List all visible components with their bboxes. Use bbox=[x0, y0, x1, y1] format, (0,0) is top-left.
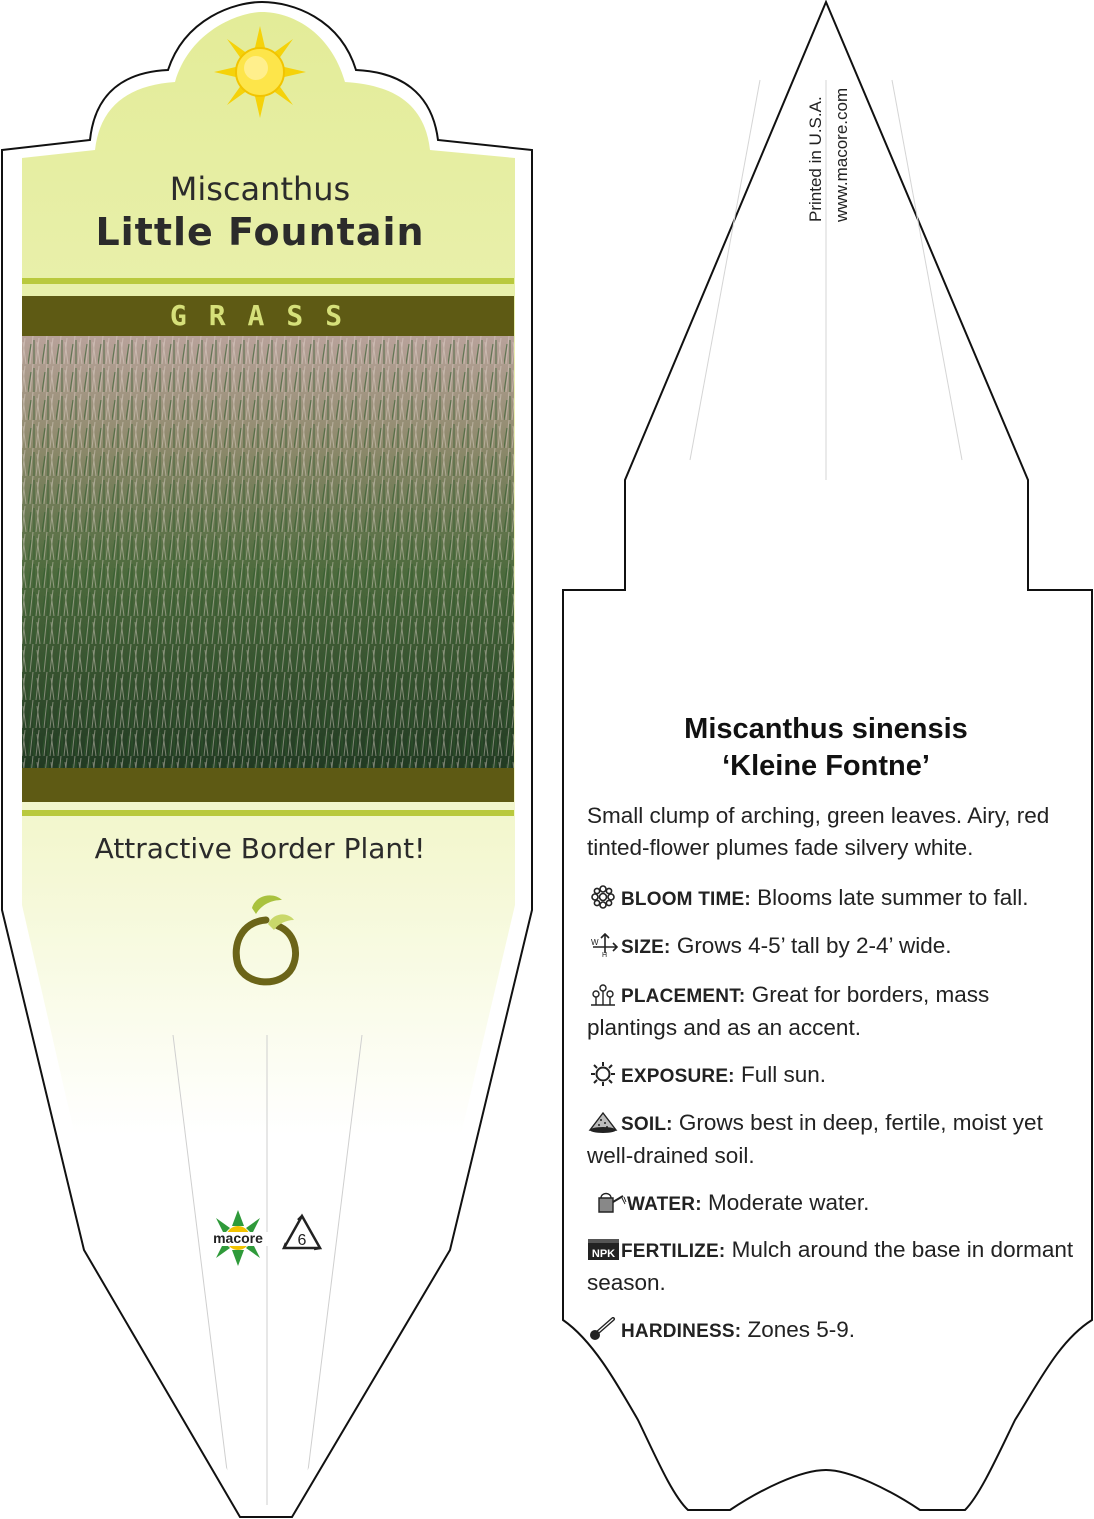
attr-text: Grows best in deep, fertile, moist yet well-drained soil. bbox=[587, 1110, 1043, 1168]
attr-label: EXPOSURE: bbox=[621, 1066, 735, 1087]
attr-text: Grows 4-5’ tall by 2-4’ wide. bbox=[670, 933, 952, 958]
brand-logo-text: macore bbox=[213, 1230, 263, 1246]
attr-fertilize bbox=[587, 1234, 1077, 1298]
plant-description: Small clump of arching, green leaves. Airy, red tinted-flower plumes fade silvery white. bbox=[587, 803, 1050, 860]
exposure-sun-icon bbox=[587, 1062, 621, 1086]
attr-water bbox=[593, 1187, 1083, 1220]
accent-line-top bbox=[22, 278, 514, 284]
attr-label: BLOOM TIME: bbox=[621, 889, 751, 910]
flower-icon bbox=[587, 885, 621, 909]
attr-placement bbox=[587, 979, 1077, 1043]
thermometer-icon bbox=[587, 1317, 621, 1341]
attr-text: Blooms late summer to fall. bbox=[750, 885, 1029, 910]
watering-can-icon bbox=[593, 1190, 627, 1214]
scientific-name: Miscanthus sinensis bbox=[684, 713, 968, 745]
placement-icon bbox=[587, 982, 621, 1006]
website-line: www.macore.com bbox=[832, 87, 851, 222]
attr-text: Great for borders, mass plantings and as an accent. bbox=[587, 982, 990, 1040]
soil-icon bbox=[587, 1110, 621, 1134]
attr-hardiness bbox=[587, 1314, 1077, 1347]
size-icon-w: W bbox=[591, 938, 599, 947]
recycle-icon bbox=[280, 1212, 324, 1256]
npk-icon-text: NPK bbox=[591, 1248, 616, 1260]
attr-bloom-time bbox=[587, 882, 1077, 915]
tagline: Attractive Border Plant! bbox=[94, 832, 426, 865]
cultivar-title: Little Fountain bbox=[95, 210, 425, 254]
attr-text: Mulch around the base in dormant season. bbox=[587, 1237, 1074, 1295]
recycle-code: 6 bbox=[297, 1232, 307, 1249]
attr-exposure bbox=[587, 1059, 1077, 1092]
category-label: GRASS bbox=[169, 299, 365, 332]
photo-band-bottom bbox=[22, 768, 514, 802]
size-icon-h: H bbox=[602, 952, 608, 957]
genus-title: Miscanthus bbox=[169, 170, 351, 208]
attr-label: SOIL: bbox=[621, 1114, 673, 1135]
attr-size bbox=[587, 930, 1077, 963]
scientific-cultivar: ‘Kleine Fontne’ bbox=[722, 750, 930, 782]
attr-soil bbox=[587, 1107, 1077, 1171]
attr-label: HARDINESS: bbox=[621, 1321, 742, 1342]
attr-label: SIZE: bbox=[621, 937, 671, 958]
attr-label: WATER: bbox=[627, 1194, 702, 1215]
attr-text: Zones 5-9. bbox=[741, 1317, 856, 1342]
printed-in-line: Printed in U.S.A. bbox=[806, 96, 825, 222]
plant-logo-icon bbox=[226, 890, 306, 990]
accent-line-bottom bbox=[22, 810, 514, 816]
attr-text: Moderate water. bbox=[701, 1190, 870, 1215]
attr-label: FERTILIZE: bbox=[621, 1241, 726, 1262]
sun-icon bbox=[212, 24, 308, 120]
npk-icon bbox=[587, 1237, 621, 1261]
size-icon bbox=[587, 933, 621, 957]
attr-label: PLACEMENT: bbox=[621, 986, 746, 1007]
attr-text: Full sun. bbox=[734, 1062, 827, 1087]
macore-logo-icon bbox=[204, 1208, 272, 1268]
